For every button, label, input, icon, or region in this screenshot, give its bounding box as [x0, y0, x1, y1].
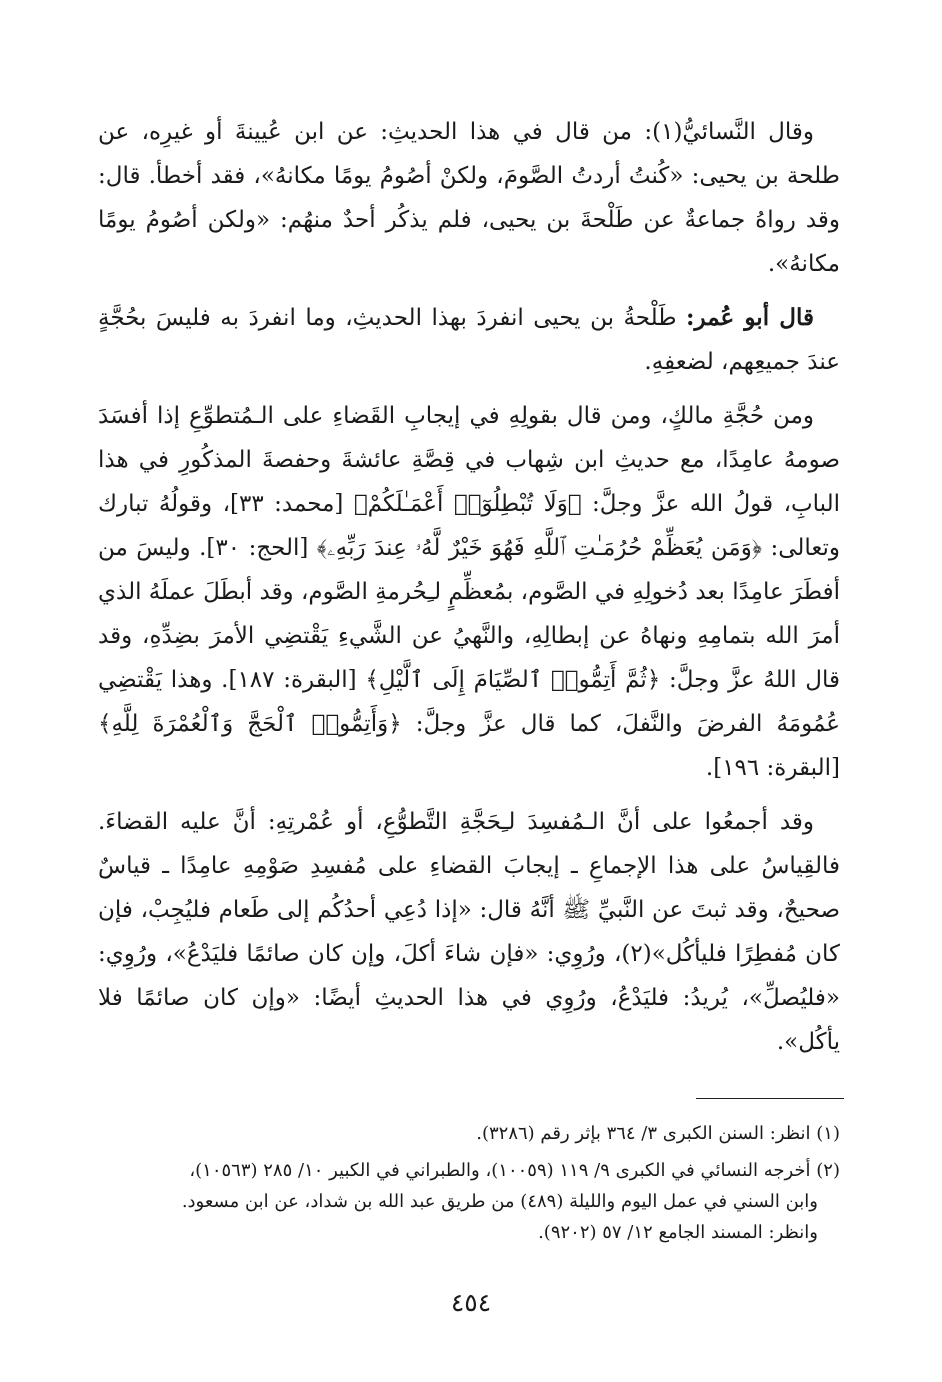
page-body	[98, 110, 840, 1074]
paragraph-4	[98, 800, 840, 1064]
paragraph-4-text: وقد أجمعُوا على أنَّ الـمُفسِدَ لـِحَجَّةِ التَّطوُّعِ، أو عُمْرتِهِ: أنَّ عليه القضاءَ. فالقِياسُ على هذا الإجماعِ ـ إيجابَ القضاءِ على مُفسِدِ صَوْمِهِ عامِدًا ـ قياسٌ صحيحٌ، وقد ثبتَ عن النَّبيِّ ﷺ أنَّهُ قال: «إذا دُعِي أحدُكُم إلى طَعام فليُجِبْ، فإن كان مُفطِرًا فليأكُل»(٢)، ورُوِي: «فإن شاءَ أكلَ، وإن كان صائمًا فليَدْعُ»، ورُوِي: «فليُصلِّ»، يُريدُ: فليَدْعُ، ورُوِي في هذا الحديثِ أيضًا: «وإن كان صائمًا فلا يأكُل».	[98, 809, 840, 1055]
footnote-2-line-2: وابن السني في عمل اليوم والليلة (٤٨٩) من طريق عبد الله بن شداد، عن ابن مسعود.	[181, 1191, 818, 1212]
footnote-2	[98, 1155, 840, 1248]
paragraph-3-text: ومن حُجَّةِ مالكٍ، ومن قال بقولِهِ في إيجابِ القَضاءِ على الـمُتطوِّعِ إذا أفسَدَ صومهُ عامِدًا، مع حديثِ ابن شِهاب في قِصَّةِ عائشةَ وحفصةَ المذكُورِ في هذا البابِ، قولُ الله عزَّ وجلَّ: ﴿وَلَا تُبْطِلُوٓا۟ أَعْمَـٰلَكُمْ﴾ [محمد: ٣٣]، وقولُهُ تبارك وتعالى: ﴿وَمَن يُعَظِّمْ حُرُمَـٰتِ ٱللَّهِ فَهُوَ خَيْرٌ لَّهُۥ عِندَ رَبِّهِۦ﴾ [الحج: ٣٠]. وليسَ من أفطَرَ عامِدًا بعد دُخولِهِ في الصَّوم، بمُعظِّمٍ لـِحُرمةِ الصَّوم، وقد أبطَلَ عملَهُ الذي أمرَ الله بتمامِهِ ونهاهُ عن إبطالِهِ، والنَّهيُ عن الشَّيءِ يَقْتضِي الأمرَ بضِدِّهِ، وقد قال اللهُ عزَّ وجلَّ: ﴿ثُمَّ أَتِمُّوا۟ ٱلصِّيَامَ إِلَى ٱلَّيْلِ﴾ [البقرة: ١٨٧]. وهذا يَقْتضِي عُمُومَهُ الفرضَ والنَّفلَ، كما قال عزَّ وجلَّ: ﴿وَأَتِمُّوا۟ ٱلْحَجَّ وَٱلْعُمْرَةَ لِلَّهِ﴾ [البقرة: ١٩٦].	[98, 403, 841, 781]
footnote-1-line-1: (١) انظر: السنن الكبرى ٣/ ٣٦٤ بإثر رقم (٣٢٨٦).	[476, 1123, 840, 1144]
paragraph-2-text: طَلْحةُ بن يحيى انفردَ بهذا الحديثِ، وما انفردَ به فليسَ بحُجَّةٍ عندَ جميعِهم، لضعفِهِ.	[98, 305, 840, 375]
paragraph-2-lead: قال أبو عُمر:	[686, 304, 814, 331]
paragraph-1-text: وقال النَّسائيُّ(١): من قال في هذا الحديثِ: عن ابن عُيينةَ أو غيرِه، عن طلحة بن يحيى: «كُنتُ أردتُ الصَّومَ، ولكنْ أصُومُ يومًا مكانهُ»، فقد أخطأ. قال: وقد رواهُ جماعةٌ عن طَلْحةَ بن يحيى، فلم يذكُر أحدٌ منهُم: «ولكن أصُومُ يومًا مكانهُ».	[98, 119, 840, 277]
footnote-2-line-1: (٢) أخرجه النسائي في الكبرى ٩/ ١١٩ (١٠٠٥٩)، والطبراني في الكبير ١٠/ ٢٨٥ (١٠٥٦٣)،	[189, 1160, 840, 1181]
footnote-1	[98, 1118, 840, 1149]
paragraph-1	[98, 110, 840, 286]
footnote-2-line-3: وانظر: المسند الجامع ١٢/ ٥٧ (٩٢٠٢).	[538, 1222, 818, 1243]
paragraph-3	[98, 394, 840, 790]
page-number: ٤٥٤	[450, 1288, 492, 1317]
main-text	[98, 110, 840, 1064]
footnotes	[98, 1118, 840, 1254]
paragraph-2	[98, 296, 840, 384]
footnote-divider	[696, 1098, 844, 1099]
